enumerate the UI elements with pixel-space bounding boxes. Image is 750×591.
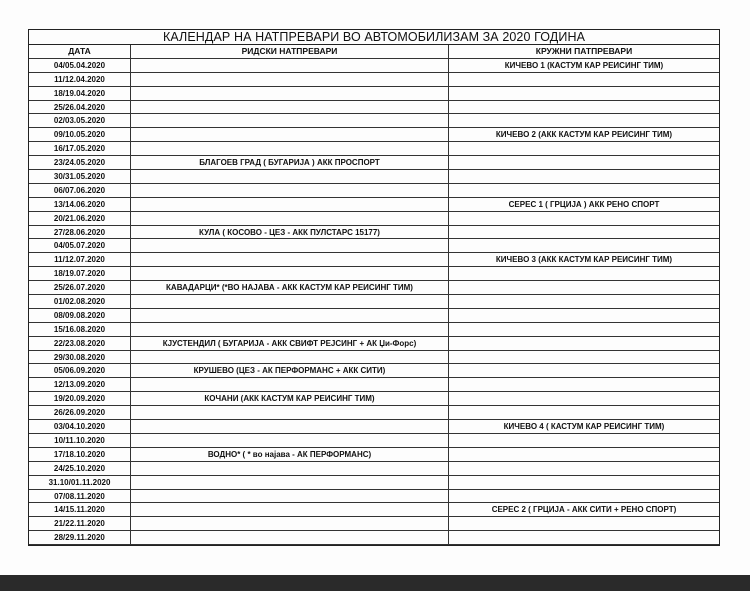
row-hill-race xyxy=(131,253,449,267)
row-hill-race xyxy=(131,114,449,128)
row-circuit-race xyxy=(449,323,719,337)
row-date: 18/19.07.2020 xyxy=(29,267,131,281)
header-date: ДАТА xyxy=(29,45,131,59)
row-circuit-race xyxy=(449,156,719,170)
row-date: 07/08.11.2020 xyxy=(29,490,131,504)
row-hill-race xyxy=(131,239,449,253)
row-circuit-race xyxy=(449,73,719,87)
row-date: 24/25.10.2020 xyxy=(29,462,131,476)
row-hill-race xyxy=(131,170,449,184)
row-hill-race xyxy=(131,503,449,517)
row-circuit-race xyxy=(449,101,719,115)
row-hill-race xyxy=(131,351,449,365)
row-date: 25/26.04.2020 xyxy=(29,101,131,115)
row-circuit-race: КИЧЕВО 3 (АКК КАСТУМ КАР РЕИСИНГ ТИМ) xyxy=(449,253,719,267)
row-date: 05/06.09.2020 xyxy=(29,364,131,378)
row-date: 12/13.09.2020 xyxy=(29,378,131,392)
row-hill-race xyxy=(131,295,449,309)
row-date: 11/12.07.2020 xyxy=(29,253,131,267)
row-circuit-race: СЕРЕС 2 ( ГРЦИЈА - АКК СИТИ + РЕНО СПОРТ) xyxy=(449,503,719,517)
row-hill-race xyxy=(131,378,449,392)
row-circuit-race xyxy=(449,351,719,365)
header-circuit-races: КРУЖНИ ПАТПРЕВАРИ xyxy=(449,45,719,59)
row-circuit-race xyxy=(449,337,719,351)
row-hill-race xyxy=(131,531,449,545)
row-date: 08/09.08.2020 xyxy=(29,309,131,323)
row-date: 18/19.04.2020 xyxy=(29,87,131,101)
row-hill-race xyxy=(131,490,449,504)
row-hill-race xyxy=(131,309,449,323)
row-hill-race xyxy=(131,128,449,142)
row-circuit-race xyxy=(449,364,719,378)
row-circuit-race: КИЧЕВО 1 (КАСТУМ КАР РЕИСИНГ ТИМ) xyxy=(449,59,719,73)
table-grid xyxy=(29,45,719,545)
row-circuit-race xyxy=(449,406,719,420)
row-date: 14/15.11.2020 xyxy=(29,503,131,517)
row-date: 22/23.08.2020 xyxy=(29,337,131,351)
row-date: 30/31.05.2020 xyxy=(29,170,131,184)
row-date: 04/05.07.2020 xyxy=(29,239,131,253)
row-hill-race xyxy=(131,101,449,115)
row-circuit-race xyxy=(449,212,719,226)
row-hill-race xyxy=(131,267,449,281)
row-date: 01/02.08.2020 xyxy=(29,295,131,309)
row-hill-race xyxy=(131,59,449,73)
row-circuit-race xyxy=(449,531,719,545)
row-circuit-race xyxy=(449,295,719,309)
row-date: 15/16.08.2020 xyxy=(29,323,131,337)
calendar-table xyxy=(28,29,720,546)
row-circuit-race xyxy=(449,448,719,462)
row-circuit-race xyxy=(449,226,719,240)
row-circuit-race xyxy=(449,434,719,448)
row-date: 20/21.06.2020 xyxy=(29,212,131,226)
row-date: 19/20.09.2020 xyxy=(29,392,131,406)
row-hill-race: КАВАДАРЦИ* (*ВО НАЈАВА - АКК КАСТУМ КАР РЕИСИНГ ТИМ) xyxy=(131,281,449,295)
row-circuit-race xyxy=(449,476,719,490)
row-hill-race: КЈУСТЕНДИЛ ( БУГАРИЈА - АКК СВИФТ РЕЈСИНГ + АК Џи-Форс) xyxy=(131,337,449,351)
row-hill-race xyxy=(131,212,449,226)
row-circuit-race xyxy=(449,392,719,406)
row-circuit-race xyxy=(449,239,719,253)
row-date: 28/29.11.2020 xyxy=(29,531,131,545)
row-hill-race: КОЧАНИ (АКК КАСТУМ КАР РЕИСИНГ ТИМ) xyxy=(131,392,449,406)
row-date: 23/24.05.2020 xyxy=(29,156,131,170)
row-date: 03/04.10.2020 xyxy=(29,420,131,434)
row-circuit-race xyxy=(449,87,719,101)
row-date: 11/12.04.2020 xyxy=(29,73,131,87)
bottom-bar xyxy=(0,575,750,591)
row-date: 16/17.05.2020 xyxy=(29,142,131,156)
row-hill-race xyxy=(131,87,449,101)
row-date: 17/18.10.2020 xyxy=(29,448,131,462)
row-hill-race xyxy=(131,142,449,156)
row-date: 25/26.07.2020 xyxy=(29,281,131,295)
row-circuit-race xyxy=(449,490,719,504)
row-date: 31.10/01.11.2020 xyxy=(29,476,131,490)
row-hill-race xyxy=(131,476,449,490)
header-hill-races: РИДСКИ НАТПРЕВАРИ xyxy=(131,45,449,59)
row-circuit-race xyxy=(449,170,719,184)
row-circuit-race xyxy=(449,517,719,531)
row-date: 29/30.08.2020 xyxy=(29,351,131,365)
row-circuit-race: КИЧЕВО 2 (АКК КАСТУМ КАР РЕИСИНГ ТИМ) xyxy=(449,128,719,142)
row-circuit-race xyxy=(449,309,719,323)
row-date: 27/28.06.2020 xyxy=(29,226,131,240)
row-hill-race xyxy=(131,406,449,420)
row-date: 10/11.10.2020 xyxy=(29,434,131,448)
row-hill-race xyxy=(131,73,449,87)
row-circuit-race xyxy=(449,114,719,128)
row-circuit-race xyxy=(449,281,719,295)
table-title: КАЛЕНДАР НА НАТПРЕВАРИ ВО АВТОМОБИЛИЗАМ ЗА 2020 ГОДИНА xyxy=(29,30,719,45)
row-date: 06/07.06.2020 xyxy=(29,184,131,198)
row-circuit-race: КИЧЕВО 4 ( КАСТУМ КАР РЕИСИНГ ТИМ) xyxy=(449,420,719,434)
row-hill-race xyxy=(131,462,449,476)
row-hill-race: БЛАГОЕВ ГРАД ( БУГАРИЈА ) АКК ПРОСПОРТ xyxy=(131,156,449,170)
row-hill-race: КРУШЕВО (ЦЕЗ - АК ПЕРФОРМАНС + АКК СИТИ) xyxy=(131,364,449,378)
row-hill-race xyxy=(131,420,449,434)
row-date: 04/05.04.2020 xyxy=(29,59,131,73)
row-hill-race: ВОДНО* ( * во најава - АК ПЕРФОРМАНС) xyxy=(131,448,449,462)
row-circuit-race xyxy=(449,462,719,476)
row-date: 26/26.09.2020 xyxy=(29,406,131,420)
row-circuit-race xyxy=(449,267,719,281)
row-hill-race xyxy=(131,517,449,531)
row-date: 13/14.06.2020 xyxy=(29,198,131,212)
row-circuit-race xyxy=(449,378,719,392)
row-hill-race: КУЛА ( КОСОВО - ЦЕЗ - АКК ПУЛСТАРС 15177) xyxy=(131,226,449,240)
row-date: 02/03.05.2020 xyxy=(29,114,131,128)
row-circuit-race xyxy=(449,184,719,198)
row-circuit-race: СЕРЕС 1 ( ГРЦИЈА ) АКК РЕНО СПОРТ xyxy=(449,198,719,212)
row-hill-race xyxy=(131,323,449,337)
row-date: 09/10.05.2020 xyxy=(29,128,131,142)
row-hill-race xyxy=(131,434,449,448)
row-hill-race xyxy=(131,198,449,212)
row-date: 21/22.11.2020 xyxy=(29,517,131,531)
row-hill-race xyxy=(131,184,449,198)
row-circuit-race xyxy=(449,142,719,156)
